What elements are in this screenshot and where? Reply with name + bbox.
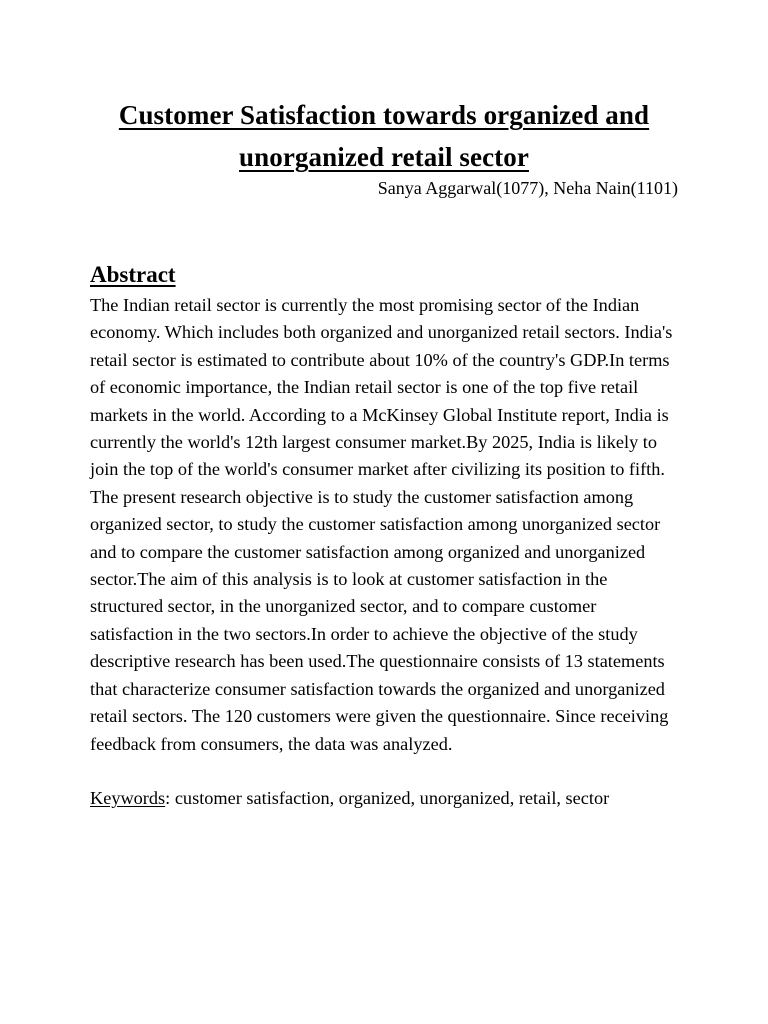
abstract-body: The Indian retail sector is currently the most promising sector of the Indian economy. Which includes both organized and unorganized retail sectors. India's retail sector is estimated to contribute about 10% of the country's GDP.In terms of economic importance, the Indian retail sector is one of the top five retail markets in the world. According to a McKinsey Global Institute report, India is currently the world's 12th largest consumer market.By 2025, India is likely to join the top of the world's consumer market after civilizing its position to fifth. The present research objective is to study the customer satisfaction among organized sector, to study the customer satisfaction among unorganized sector and to compare the customer satisfaction among organized and unorganized sector.The aim of this analysis is to look at customer satisfaction in the structured sector, in the unorganized sector, and to compare customer satisfaction in the two sectors.In order to achieve the objective of the study descriptive research has been used.The questionnaire consists of 13 statements that characterize consumer satisfaction towards the organized and unorganized retail sectors. The 120 customers were given the questionnaire. Since receiving feedback from consumers, the data was analyzed. [90,295,673,754]
abstract-heading: Abstract [90,262,176,287]
paper-title: Customer Satisfaction towards organized and unorganized retail sector [118,100,650,172]
keywords-separator: : [165,787,171,808]
keywords-label: Keywords [90,787,166,808]
paper-authors: Sanya Aggarwal(1077), Neha Nain(1101) [377,178,678,198]
keywords-line [90,785,678,812]
paper-page [90,94,678,812]
keywords-text: customer satisfaction, organized, unorganized, retail, sector [170,787,610,808]
